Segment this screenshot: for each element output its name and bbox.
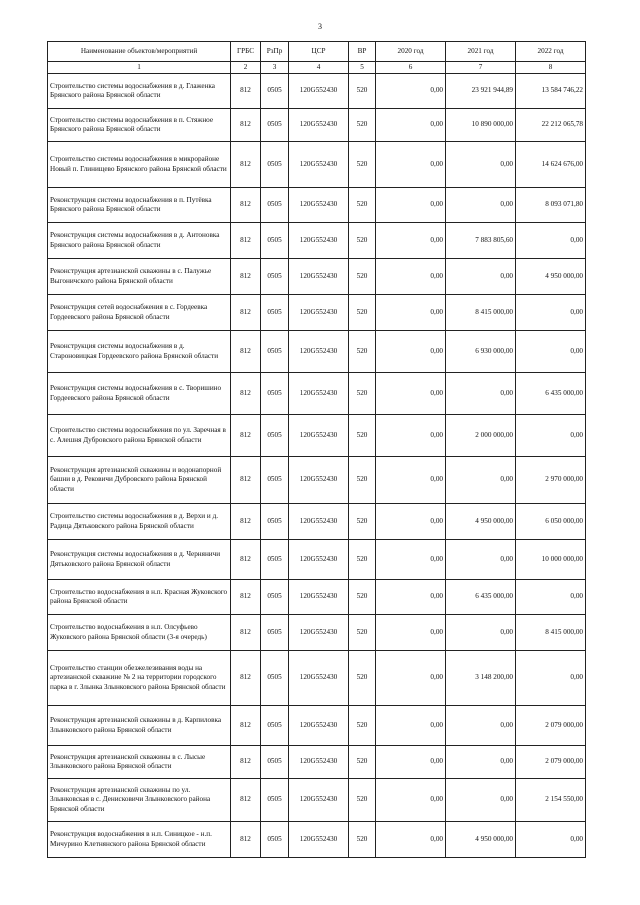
csr-cell: 120G552430 (289, 540, 349, 580)
page-number: 3 (318, 22, 322, 31)
rzpr-cell: 0505 (261, 259, 289, 295)
rzpr-cell: 0505 (261, 504, 289, 540)
rzpr-cell: 0505 (261, 109, 289, 142)
grbs-cell: 812 (231, 142, 261, 188)
rzpr-cell: 0505 (261, 373, 289, 415)
object-name-cell: Реконструкция артезианской скважины в с. Лысые Злынковского района Брянской области (48, 746, 231, 779)
header-2020: 2020 год (376, 42, 446, 62)
rzpr-cell: 0505 (261, 415, 289, 457)
rzpr-cell: 0505 (261, 331, 289, 373)
amount-2022-cell: 2 079 000,00 (516, 746, 586, 779)
table-row (48, 295, 586, 331)
header-rzpr: РзПр (261, 42, 289, 62)
amount-2020-cell: 0,00 (376, 142, 446, 188)
vr-cell: 520 (349, 651, 376, 706)
grbs-cell: 812 (231, 580, 261, 615)
column-number: 8 (516, 62, 586, 74)
object-name-cell: Строительство системы водоснабжения по ул. Заречная в с. Алешня Дубровского района Брянской области (48, 415, 231, 457)
grbs-cell: 812 (231, 779, 261, 822)
grbs-cell: 812 (231, 540, 261, 580)
table-row (48, 74, 586, 109)
amount-2020-cell: 0,00 (376, 651, 446, 706)
amount-2021-cell: 2 000 000,00 (446, 415, 516, 457)
amount-2020-cell: 0,00 (376, 504, 446, 540)
grbs-cell: 812 (231, 331, 261, 373)
amount-2020-cell: 0,00 (376, 331, 446, 373)
csr-cell: 120G552430 (289, 109, 349, 142)
amount-2021-cell: 0,00 (446, 457, 516, 504)
table-row (48, 746, 586, 779)
amount-2021-cell: 4 950 000,00 (446, 822, 516, 858)
table-row (48, 142, 586, 188)
amount-2021-cell: 6 930 000,00 (446, 331, 516, 373)
grbs-cell: 812 (231, 295, 261, 331)
rzpr-cell: 0505 (261, 706, 289, 746)
table-row (48, 580, 586, 615)
header-csr: ЦСР (289, 42, 349, 62)
vr-cell: 520 (349, 457, 376, 504)
rzpr-cell: 0505 (261, 295, 289, 331)
object-name-cell: Реконструкция артезианской скважины в с. Палужье Выгоничского района Брянской области (48, 259, 231, 295)
csr-cell: 120G552430 (289, 746, 349, 779)
table-row (48, 615, 586, 651)
table-row (48, 373, 586, 415)
object-name-cell: Строительство водоснабжения в н.п. Красная Жуковского района Брянской области (48, 580, 231, 615)
rzpr-cell: 0505 (261, 142, 289, 188)
amount-2020-cell: 0,00 (376, 109, 446, 142)
csr-cell: 120G552430 (289, 295, 349, 331)
table-row (48, 540, 586, 580)
vr-cell: 520 (349, 331, 376, 373)
amount-2021-cell: 8 415 000,00 (446, 295, 516, 331)
object-name-cell: Реконструкция артезианской скважины в д. Карпиловка Злынковского района Брянской области (48, 706, 231, 746)
amount-2022-cell: 6 435 000,00 (516, 373, 586, 415)
amount-2021-cell: 3 148 200,00 (446, 651, 516, 706)
amount-2022-cell: 0,00 (516, 295, 586, 331)
grbs-cell: 812 (231, 706, 261, 746)
vr-cell: 520 (349, 259, 376, 295)
amount-2021-cell: 10 890 000,00 (446, 109, 516, 142)
table-row (48, 706, 586, 746)
column-number-row (48, 62, 586, 74)
amount-2022-cell: 22 212 065,78 (516, 109, 586, 142)
rzpr-cell: 0505 (261, 615, 289, 651)
csr-cell: 120G552430 (289, 331, 349, 373)
table-row (48, 109, 586, 142)
vr-cell: 520 (349, 373, 376, 415)
grbs-cell: 812 (231, 188, 261, 223)
amount-2020-cell: 0,00 (376, 540, 446, 580)
object-name-cell: Реконструкция системы водоснабжения в д. Староновицкая Гордеевского района Брянской области (48, 331, 231, 373)
amount-2020-cell: 0,00 (376, 822, 446, 858)
table-row (48, 188, 586, 223)
grbs-cell: 812 (231, 373, 261, 415)
column-number: 3 (261, 62, 289, 74)
header-name: Наименование объектов/мероприятий (48, 42, 231, 62)
grbs-cell: 812 (231, 223, 261, 259)
amount-2021-cell: 23 921 944,89 (446, 74, 516, 109)
amount-2022-cell: 8 415 000,00 (516, 615, 586, 651)
amount-2020-cell: 0,00 (376, 615, 446, 651)
csr-cell: 120G552430 (289, 615, 349, 651)
vr-cell: 520 (349, 504, 376, 540)
object-name-cell: Строительство системы водоснабжения в д. Верхи и д. Радица Дятьковского района Брянской области (48, 504, 231, 540)
object-name-cell: Реконструкция системы водоснабжения в п. Путёвка Брянского района Брянской области (48, 188, 231, 223)
rzpr-cell: 0505 (261, 223, 289, 259)
vr-cell: 520 (349, 74, 376, 109)
rzpr-cell: 0505 (261, 457, 289, 504)
csr-cell: 120G552430 (289, 779, 349, 822)
vr-cell: 520 (349, 746, 376, 779)
column-number: 6 (376, 62, 446, 74)
amount-2020-cell: 0,00 (376, 259, 446, 295)
object-name-cell: Реконструкция системы водоснабжения в д. Антоновка Брянского района Брянской области (48, 223, 231, 259)
vr-cell: 520 (349, 295, 376, 331)
csr-cell: 120G552430 (289, 706, 349, 746)
amount-2020-cell: 0,00 (376, 457, 446, 504)
amount-2022-cell: 0,00 (516, 331, 586, 373)
header-2022: 2022 год (516, 42, 586, 62)
amount-2020-cell: 0,00 (376, 373, 446, 415)
amount-2021-cell: 0,00 (446, 706, 516, 746)
amount-2022-cell: 0,00 (516, 651, 586, 706)
vr-cell: 520 (349, 580, 376, 615)
object-name-cell: Строительство системы водоснабжения в микрорайоне Новый п. Глинищево Брянского района Брянской области (48, 142, 231, 188)
grbs-cell: 812 (231, 259, 261, 295)
column-number: 4 (289, 62, 349, 74)
object-name-cell: Реконструкция системы водоснабжения в с. Творишино Гордеевского района Брянской области (48, 373, 231, 415)
object-name-cell: Реконструкция системы водоснабжения в д. Черняничи Дятьковского района Брянской области (48, 540, 231, 580)
table-row (48, 651, 586, 706)
amount-2020-cell: 0,00 (376, 223, 446, 259)
budget-table (47, 41, 586, 858)
vr-cell: 520 (349, 188, 376, 223)
rzpr-cell: 0505 (261, 651, 289, 706)
amount-2021-cell: 4 950 000,00 (446, 504, 516, 540)
amount-2020-cell: 0,00 (376, 74, 446, 109)
rzpr-cell: 0505 (261, 188, 289, 223)
rzpr-cell: 0505 (261, 74, 289, 109)
amount-2022-cell: 0,00 (516, 415, 586, 457)
object-name-cell: Реконструкция артезианской скважины по ул. Злынковская в с. Денисковичи Злынковского района Брянской области (48, 779, 231, 822)
column-number: 5 (349, 62, 376, 74)
vr-cell: 520 (349, 822, 376, 858)
table-row (48, 223, 586, 259)
csr-cell: 120G552430 (289, 457, 349, 504)
amount-2021-cell: 0,00 (446, 373, 516, 415)
vr-cell: 520 (349, 779, 376, 822)
header-vr: ВР (349, 42, 376, 62)
csr-cell: 120G552430 (289, 651, 349, 706)
amount-2020-cell: 0,00 (376, 779, 446, 822)
column-number: 1 (48, 62, 231, 74)
grbs-cell: 812 (231, 74, 261, 109)
grbs-cell: 812 (231, 615, 261, 651)
amount-2021-cell: 0,00 (446, 779, 516, 822)
amount-2022-cell: 2 154 550,00 (516, 779, 586, 822)
object-name-cell: Строительство системы водоснабжения в д. Глаженка Брянского района Брянской области (48, 74, 231, 109)
amount-2022-cell: 0,00 (516, 580, 586, 615)
amount-2020-cell: 0,00 (376, 415, 446, 457)
table-body (48, 74, 586, 858)
column-number: 7 (446, 62, 516, 74)
amount-2022-cell: 2 970 000,00 (516, 457, 586, 504)
amount-2022-cell: 0,00 (516, 223, 586, 259)
csr-cell: 120G552430 (289, 373, 349, 415)
table-row (48, 822, 586, 858)
column-number: 2 (231, 62, 261, 74)
rzpr-cell: 0505 (261, 580, 289, 615)
object-name-cell: Реконструкция водоснабжения в н.п. Синицкое - н.п. Мичурино Клетнянского района Брянской области (48, 822, 231, 858)
table-row (48, 504, 586, 540)
object-name-cell: Строительство водоснабжения в н.п. Олсуфьево Жуковского района Брянской области (3-я очередь) (48, 615, 231, 651)
rzpr-cell: 0505 (261, 779, 289, 822)
table-row (48, 779, 586, 822)
grbs-cell: 812 (231, 651, 261, 706)
csr-cell: 120G552430 (289, 580, 349, 615)
amount-2022-cell: 8 093 071,80 (516, 188, 586, 223)
table-row (48, 259, 586, 295)
header-grbs: ГРБС (231, 42, 261, 62)
grbs-cell: 812 (231, 822, 261, 858)
csr-cell: 120G552430 (289, 74, 349, 109)
csr-cell: 120G552430 (289, 223, 349, 259)
object-name-cell: Строительство станции обезжелезивания воды на артезианской скважине № 2 на территории городского парка в г. Злынка Злынковского района Брянской области (48, 651, 231, 706)
object-name-cell: Реконструкция артезианской скважины и водонапорной башни в д. Рековичи Дубровского района Брянской области (48, 457, 231, 504)
rzpr-cell: 0505 (261, 822, 289, 858)
amount-2022-cell: 2 079 000,00 (516, 706, 586, 746)
object-name-cell: Реконструкция сетей водоснабжения в с. Гордеевка Гордеевского района Брянской области (48, 295, 231, 331)
csr-cell: 120G552430 (289, 188, 349, 223)
table-row (48, 415, 586, 457)
csr-cell: 120G552430 (289, 142, 349, 188)
vr-cell: 520 (349, 615, 376, 651)
amount-2020-cell: 0,00 (376, 706, 446, 746)
vr-cell: 520 (349, 540, 376, 580)
csr-cell: 120G552430 (289, 822, 349, 858)
grbs-cell: 812 (231, 415, 261, 457)
table-row (48, 331, 586, 373)
amount-2022-cell: 4 950 000,00 (516, 259, 586, 295)
amount-2022-cell: 6 050 000,00 (516, 504, 586, 540)
rzpr-cell: 0505 (261, 540, 289, 580)
amount-2021-cell: 0,00 (446, 188, 516, 223)
grbs-cell: 812 (231, 109, 261, 142)
csr-cell: 120G552430 (289, 259, 349, 295)
vr-cell: 520 (349, 223, 376, 259)
amount-2021-cell: 0,00 (446, 259, 516, 295)
amount-2020-cell: 0,00 (376, 746, 446, 779)
amount-2020-cell: 0,00 (376, 188, 446, 223)
object-name-cell: Строительство системы водоснабжения в п. Стяжное Брянского района Брянской области (48, 109, 231, 142)
csr-cell: 120G552430 (289, 415, 349, 457)
amount-2021-cell: 0,00 (446, 142, 516, 188)
grbs-cell: 812 (231, 504, 261, 540)
vr-cell: 520 (349, 706, 376, 746)
rzpr-cell: 0505 (261, 746, 289, 779)
csr-cell: 120G552430 (289, 504, 349, 540)
amount-2021-cell: 0,00 (446, 615, 516, 651)
amount-2022-cell: 14 624 676,00 (516, 142, 586, 188)
vr-cell: 520 (349, 109, 376, 142)
amount-2021-cell: 6 435 000,00 (446, 580, 516, 615)
amount-2021-cell: 7 883 805,60 (446, 223, 516, 259)
amount-2021-cell: 0,00 (446, 746, 516, 779)
amount-2020-cell: 0,00 (376, 295, 446, 331)
amount-2020-cell: 0,00 (376, 580, 446, 615)
header-row (48, 42, 586, 62)
vr-cell: 520 (349, 415, 376, 457)
grbs-cell: 812 (231, 746, 261, 779)
amount-2021-cell: 0,00 (446, 540, 516, 580)
vr-cell: 520 (349, 142, 376, 188)
table-row (48, 457, 586, 504)
header-2021: 2021 год (446, 42, 516, 62)
amount-2022-cell: 10 000 000,00 (516, 540, 586, 580)
amount-2022-cell: 0,00 (516, 822, 586, 858)
grbs-cell: 812 (231, 457, 261, 504)
amount-2022-cell: 13 584 746,22 (516, 74, 586, 109)
